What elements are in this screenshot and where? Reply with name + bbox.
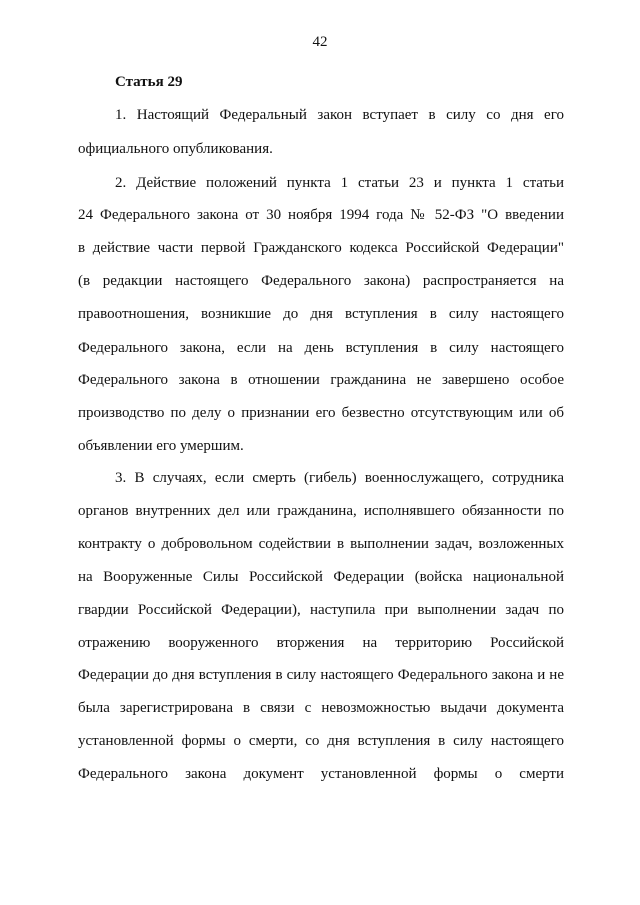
paragraph-2-line-7: Федерального закона в отношении гражданина не завершено особое (78, 372, 564, 388)
paragraph-1-line-1: 1. Настоящий Федеральный закон вступает в силу со дня его (115, 107, 564, 123)
paragraph-2-line-2: 24 Федерального закона от 30 ноября 1994 года № 52-ФЗ "О введении (78, 207, 564, 223)
paragraph-2-line-1: 2. Действие положений пункта 1 статьи 23 и пункта 1 статьи (115, 175, 564, 191)
paragraph-3-line-2: органов внутренних дел или гражданина, исполнявшего обязанности по (78, 503, 564, 519)
paragraph-2-line-4: (в редакции настоящего Федерального закона) распространяется на (78, 273, 564, 289)
page-number: 42 (312, 34, 328, 50)
paragraph-3-line-3: контракту о добровольном содействии в выполнении задач, возложенных (78, 536, 564, 552)
paragraph-1-line-2: официального опубликования. (78, 141, 273, 157)
paragraph-3-line-6: отражению вооруженного вторжения на территорию Российской (78, 635, 564, 651)
paragraph-2-line-5: правоотношения, возникшие до дня вступления в силу настоящего (78, 306, 564, 322)
paragraph-3-line-5: гвардии Российской Федерации), наступила при выполнении задач по (78, 602, 564, 618)
paragraph-3-line-8: была зарегистрирована в связи с невозможностью выдачи документа (78, 700, 564, 716)
paragraph-3-line-7: Федерации до дня вступления в силу настоящего Федерального закона и не (78, 667, 564, 683)
paragraph-2-line-9: объявлении его умершим. (78, 438, 244, 454)
paragraph-2-line-8: производство по делу о признании его безвестно отсутствующим или об (78, 405, 564, 421)
article-heading: Статья 29 (115, 74, 183, 90)
paragraph-3-line-9: установленной формы о смерти, со дня вступления в силу настоящего (78, 733, 564, 749)
paragraph-3-line-10: Федерального закона документ установленной формы о смерти (78, 766, 564, 782)
paragraph-2-line-6: Федерального закона, если на день вступления в силу настоящего (78, 340, 564, 356)
paragraph-3-line-1: 3. В случаях, если смерть (гибель) военнослужащего, сотрудника (115, 470, 564, 486)
paragraph-3-line-4: на Вооруженные Силы Российской Федерации (войска национальной (78, 569, 564, 585)
paragraph-2-line-3: в действие части первой Гражданского кодекса Российской Федерации" (78, 240, 564, 256)
